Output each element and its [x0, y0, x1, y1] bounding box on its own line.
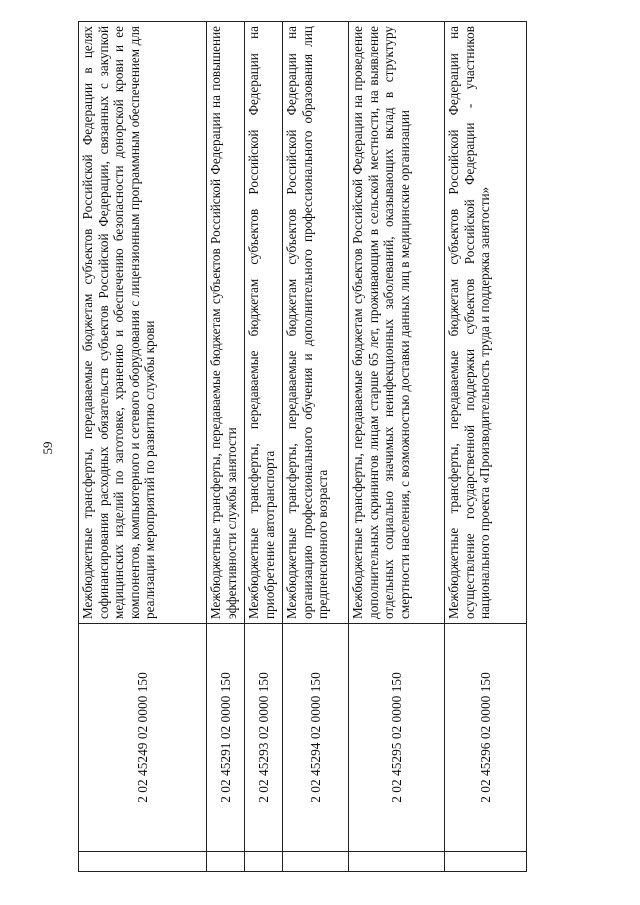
description-cell: Межбюджетные трансферты, передаваемые бюджетам субъектов Российской Федерации на организацию профессионального обучения и дополнительного профессионального образования лиц предпенсионного возраста [283, 22, 349, 624]
budget-code-cell: 2 02 45249 02 0000 150 [79, 624, 207, 852]
description-cell: Межбюджетные трансферты, передаваемые бюджетам субъектов Российской Федерации на приобретение автотранспорта [245, 22, 283, 624]
description-cell: Межбюджетные трансферты, передаваемые бюджетам субъектов Российской Федерации на осуществление государственной поддержки субъектов Российской Федерации - участников национального проекта «Производительность труда и поддержка занятости» [445, 22, 527, 624]
page-number: 59 [40, 441, 55, 455]
table-row [445, 22, 527, 872]
budget-code-cell: 2 02 45296 02 0000 150 [445, 624, 527, 852]
table-row [79, 22, 207, 872]
description-cell: Межбюджетные трансферты, передаваемые бюджетам субъектов Российской Федерации в целях софинансирования расходных обязательств субъектов Российской Федерации, связанных с закупкой медицинских изделий по заготовке, хранению и обеспечению безопасности донорской крови и ее компонентов, компьютерного и сетевого оборудования с лицензионным программным обеспечением для реализации мероприятий по развитию службы крови [79, 22, 207, 624]
row-number-cell [445, 852, 527, 872]
budget-code-cell: 2 02 45291 02 0000 150 [207, 624, 245, 852]
table-row [245, 22, 283, 872]
row-number-cell [207, 852, 245, 872]
budget-codes-table [78, 21, 527, 872]
row-number-cell [349, 852, 445, 872]
row-number-cell [79, 852, 207, 872]
budget-code-cell: 2 02 45294 02 0000 150 [283, 624, 349, 852]
description-cell: Межбюджетные трансферты, передаваемые бюджетам субъектов Российской Федерации на проведение дополнительных скринингов лицам старше 65 лет, проживающим в сельской местности, на выявление отдельных социально значимых неинфекционных заболеваний, оказывающих вклад в структуру смертности населения, с возможностью доставки данных лиц в медицинские организации [349, 22, 445, 624]
table-row [283, 22, 349, 872]
table-row [349, 22, 445, 872]
rotated-table-container [78, 22, 556, 872]
row-number-cell [245, 852, 283, 872]
budget-code-cell: 2 02 45295 02 0000 150 [349, 624, 445, 852]
row-number-cell [283, 852, 349, 872]
budget-code-cell: 2 02 45293 02 0000 150 [245, 624, 283, 852]
table-row [207, 22, 245, 872]
description-cell: Межбюджетные трансферты, передаваемые бюджетам субъектов Российской Федерации на повышение эффективности службы занятости [207, 22, 245, 624]
